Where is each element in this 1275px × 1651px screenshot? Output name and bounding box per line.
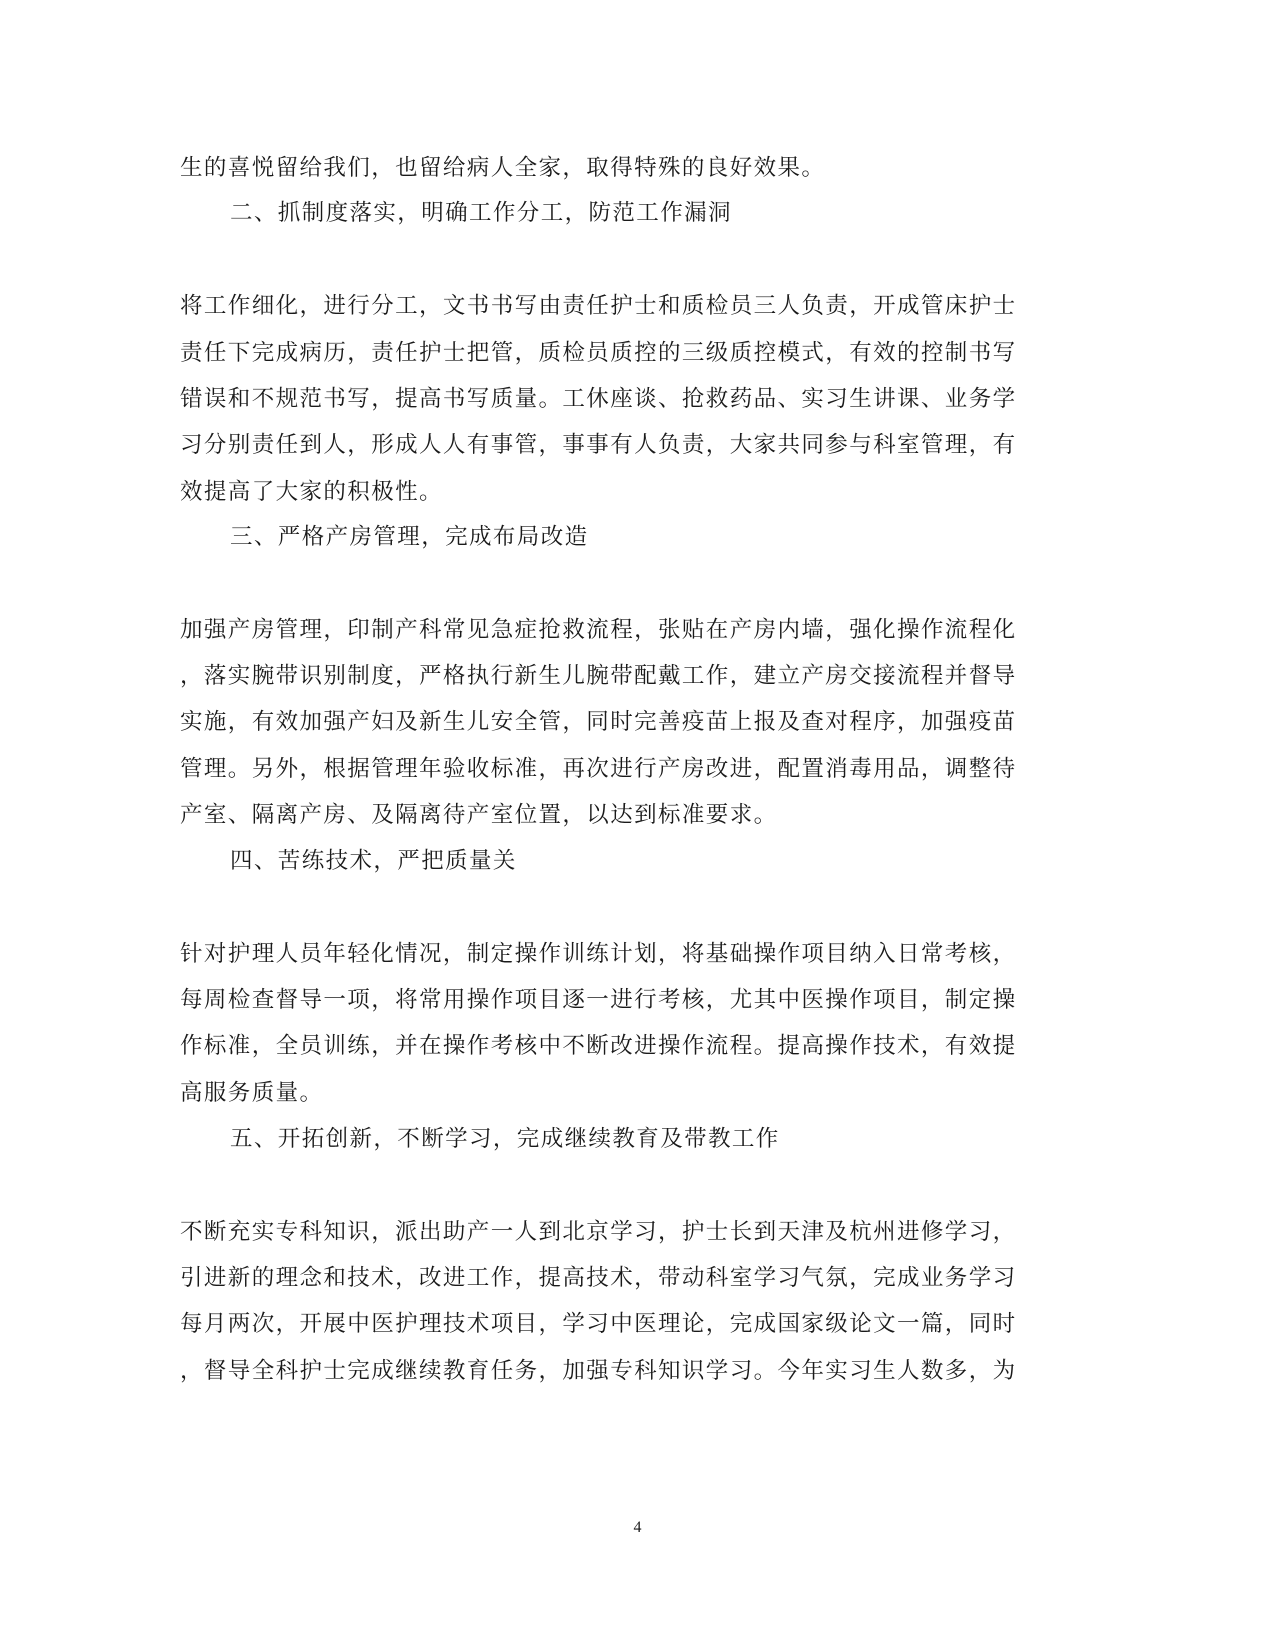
body-text-line: 每月两次，开展中医护理技术项目，学习中医理论，完成国家级论文一篇，同时: [180, 1311, 1017, 1337]
body-text-line: 针对护理人员年轻化情况，制定操作训练计划，将基础操作项目纳入日常考核，: [180, 941, 1017, 967]
body-text-line: 产室、隔离产房、及隔离待产室位置，以达到标准要求。: [180, 802, 778, 828]
page-number: 4: [633, 1519, 642, 1536]
body-text-line: 每周检查督导一项，将常用操作项目逐一进行考核，尤其中医操作项目，制定操: [180, 987, 1017, 1013]
section-heading-5: 五、开拓创新，不断学习，完成继续教育及带教工作: [230, 1126, 780, 1152]
body-text-line: 引进新的理念和技术，改进工作，提高技术，带动科室学习气氛，完成业务学习: [180, 1265, 1017, 1291]
section-heading-3: 三、严格产房管理，完成布局改造: [230, 524, 589, 550]
body-text-line: 习分别责任到人，形成人人有事管，事事有人负责，大家共同参与科室管理，有: [180, 432, 1017, 458]
section-heading-2: 二、抓制度落实，明确工作分工，防范工作漏洞: [230, 200, 732, 226]
body-text-line: 将工作细化，进行分工，文书书写由责任护士和质检员三人负责，开成管床护士: [180, 293, 1017, 319]
body-text-line: 责任下完成病历，责任护士把管，质检员质控的三级质控模式，有效的控制书写: [180, 340, 1017, 366]
body-text-line: 错误和不规范书写，提高书写质量。工休座谈、抢救药品、实习生讲课、业务学: [180, 386, 1017, 412]
body-text-line: 加强产房管理，印制产科常见急症抢救流程，张贴在产房内墙，强化操作流程化: [180, 617, 1017, 643]
body-text-line: 效提高了大家的积极性。: [180, 479, 443, 505]
body-text-line: ，督导全科护士完成继续教育任务，加强专科知识学习。今年实习生人数多，为: [180, 1358, 1017, 1384]
section-heading-4: 四、苦练技术，严把质量关: [230, 848, 517, 874]
body-text-line: 管理。另外，根据管理年验收标准，再次进行产房改进，配置消毒用品，调整待: [180, 756, 1017, 782]
body-text-line: 实施，有效加强产妇及新生儿安全管，同时完善疫苗上报及查对程序，加强疫苗: [180, 709, 1017, 735]
body-text-line: 高服务质量。: [180, 1080, 324, 1106]
body-text-line: 生的喜悦留给我们，也留给病人全家，取得特殊的良好效果。: [180, 155, 826, 181]
body-text-line: ，落实腕带识别制度，严格执行新生儿腕带配戴工作，建立产房交接流程并督导: [180, 663, 1017, 689]
body-text-line: 作标准，全员训练，并在操作考核中不断改进操作流程。提高操作技术，有效提: [180, 1033, 1017, 1059]
body-text-line: 不断充实专科知识，派出助产一人到北京学习，护士长到天津及杭州进修学习，: [180, 1219, 1017, 1245]
